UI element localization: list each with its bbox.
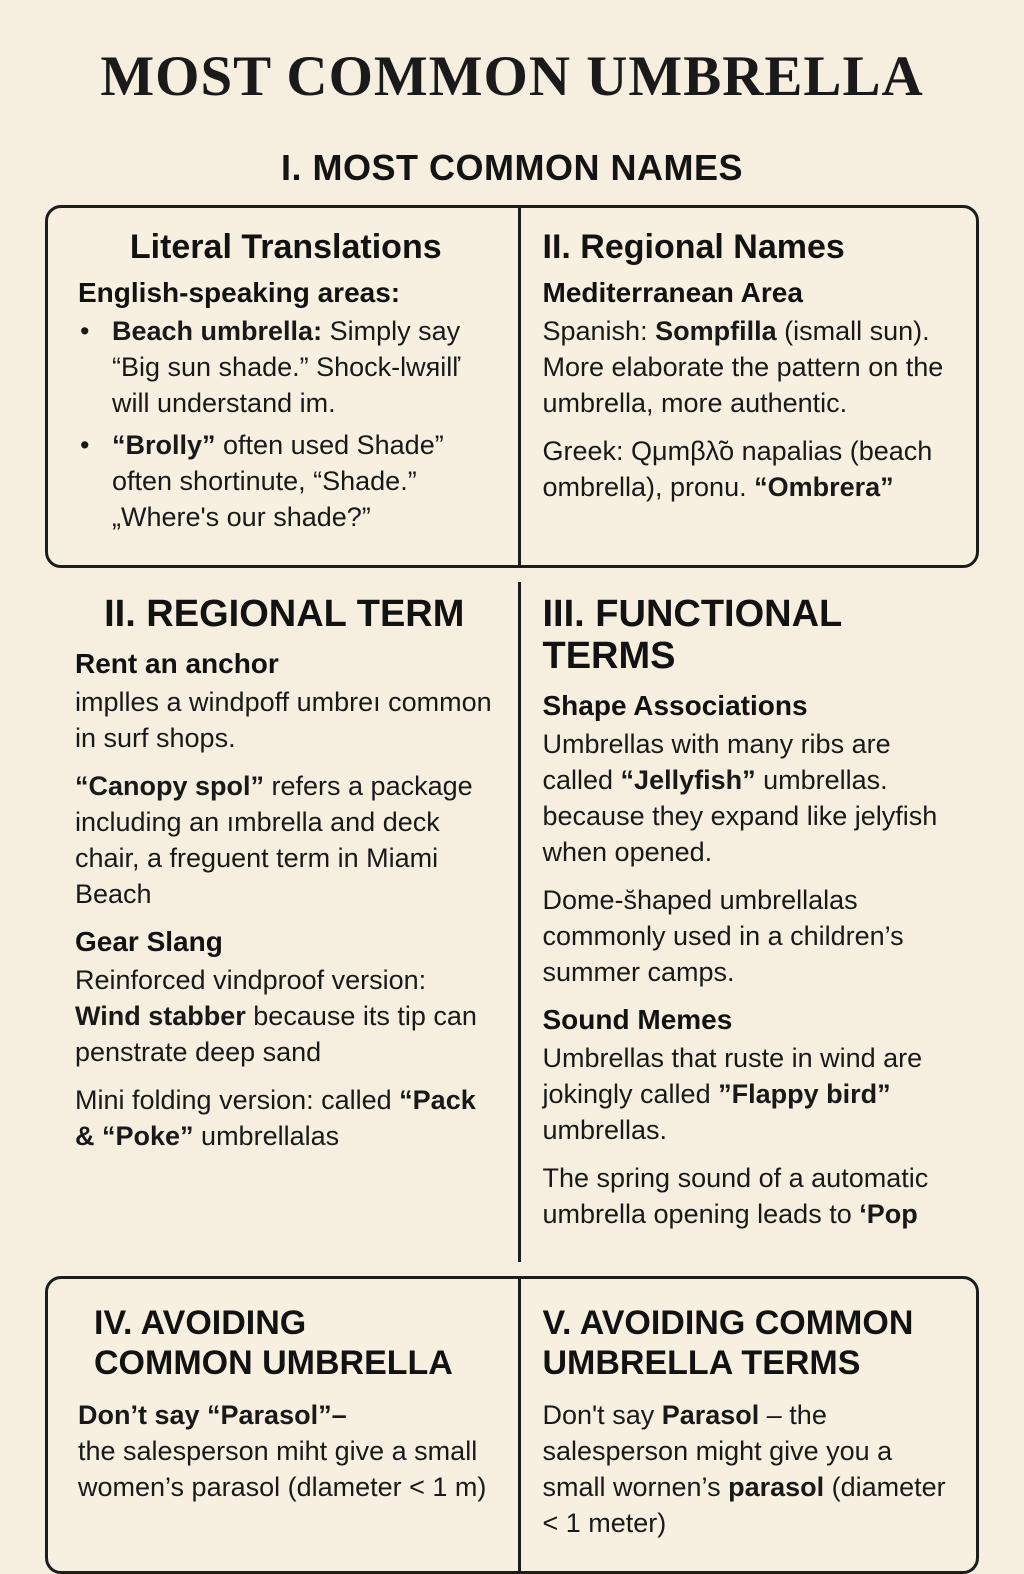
jellyfish-desc-post: umbrellas. because they expand like jelyfish when opened. — [542, 764, 938, 867]
term-wind-stabber: Wind stabber — [75, 1000, 246, 1031]
names-box — [45, 205, 979, 568]
regional-term-heading: II. REGIONAL TERM — [104, 593, 465, 636]
avoiding-right-heading-line2: UMBRELLA TERMS — [542, 1343, 861, 1382]
mini-folding-paragraph — [75, 1082, 494, 1154]
mini-desc-post: umbrellalas — [193, 1120, 340, 1151]
jellyfish-desc-pre: Umbrellas with many ribs are called — [542, 728, 891, 795]
literal-translations-heading: Literal Translations — [129, 228, 442, 266]
regional-names-heading: II. Regional Names — [542, 228, 845, 266]
wind-stabber-paragraph — [75, 962, 494, 1070]
greek-desc: Greek: Qμmβλ̃o napalias (beach ombrella), pronu. — [542, 436, 933, 503]
avoiding-left-heading — [78, 1303, 494, 1383]
sound-memes-subheading: Sound Memes — [542, 1003, 733, 1035]
avoiding-right-heading-line1: V. AVOIDING COMMON — [542, 1303, 914, 1342]
functional-terms-heading: III. FUNCTIONAL TERMS — [542, 593, 842, 677]
dont-say-pre: Don't say — [542, 1399, 662, 1430]
dont-say-post: (diameter < 1 meter) — [542, 1471, 946, 1538]
canopy-paragraph — [75, 768, 494, 912]
spanish-desc: (ismall sun). More elaborate the pattern on the umbrella, more authentic. — [542, 316, 944, 419]
greek-term-paragraph — [543, 433, 959, 505]
flappy-desc-post: umbrellas. — [542, 1114, 668, 1145]
pop-paragraph — [543, 1160, 962, 1232]
gear-desc-post: because its tip can penstrate deep sand — [75, 1000, 477, 1067]
mediterranean-subheading: Mediterranean Area — [542, 277, 803, 309]
flappy-desc-pre: Umbrellas that ruste in wind are jokingly called — [542, 1042, 923, 1109]
regional-names-column — [521, 208, 977, 565]
middle-section — [45, 582, 979, 1262]
term-pop: ‘Pop — [859, 1198, 918, 1229]
list-item — [78, 427, 494, 535]
rent-anchor-subheading: Rent an anchor — [75, 647, 279, 679]
dont-say-mid: – the salesperson might give you a small wornen’s — [542, 1399, 893, 1502]
avoiding-box — [45, 1276, 979, 1574]
avoiding-left-heading-line1: IV. AVOIDING — [94, 1303, 307, 1342]
section-1-title: I. MOST COMMON NAMES — [281, 147, 743, 188]
avoiding-right-heading — [543, 1303, 959, 1383]
term-ombrera: “Ombrera” — [754, 472, 894, 503]
dome-paragraph: Dome-s̆haped umbrellalas commonly used in a children’s summer camps. — [542, 884, 904, 987]
term-brolly-desc: often used Shade” often shortinute, “Shade.” „Where's our shade?” — [112, 430, 444, 533]
bullet-icon: • — [80, 316, 90, 347]
canopy-desc: refers a package including an ımbrella and deck chair, a freguent term in Miami Beach — [75, 770, 473, 909]
literal-translations-list — [78, 313, 494, 535]
mini-desc-pre: Mini folding version: called — [75, 1084, 400, 1115]
avoiding-left-heading-line2: COMMON UMBRELLA — [94, 1343, 453, 1382]
term-parasol: Parasol — [661, 1399, 760, 1430]
term-sompfilla: Sompfilla — [655, 316, 777, 347]
shape-associations-subheading: Shape Associations — [542, 689, 808, 721]
avoiding-left-column — [48, 1279, 518, 1571]
functional-terms-column — [521, 582, 980, 1262]
dont-say-parasol-desc: the salesperson miht give a small women’s parasol (dlameter < 1 m) — [78, 1435, 487, 1502]
term-beach-umbrella: Beach umbrella: — [112, 316, 323, 347]
list-item — [78, 313, 494, 421]
gear-slang-subheading: Gear Slang — [75, 925, 223, 957]
term-pack-poke: “Pack & “Poke” — [75, 1084, 476, 1151]
term-jellyfish: “Jellyfish” — [620, 764, 756, 795]
gear-desc-pre: Reinforced vindproof version: — [75, 964, 427, 995]
term-canopy-spol: “Canopy spol” — [75, 770, 265, 801]
dont-say-parasol-bold: Don’t say “Parasol”– — [78, 1399, 347, 1430]
pop-desc-pre: The spring sound of a automatic umbrella opening leads to — [542, 1162, 929, 1229]
term-flappy-bird: ”Flappy bird” — [718, 1078, 891, 1109]
jellyfish-paragraph — [543, 726, 962, 870]
flappy-bird-paragraph — [543, 1040, 962, 1148]
regional-term-column — [45, 582, 518, 1262]
page-title: MOST COMMON UMBRELLA — [100, 45, 924, 108]
spanish-term-paragraph — [543, 313, 959, 421]
bullet-icon: • — [80, 430, 90, 461]
avoiding-left-paragraph — [78, 1397, 494, 1505]
avoiding-right-paragraph — [543, 1397, 959, 1541]
english-areas-subheading: English-speaking areas: — [78, 277, 401, 309]
term-brolly: “Brolly” — [112, 430, 216, 461]
avoiding-right-column — [521, 1279, 977, 1571]
term-parasol-2: parasol — [728, 1471, 825, 1502]
term-beach-umbrella-desc: Simply say “Big sun shade.” Shock-lwяilľ will understand im. — [112, 316, 461, 419]
rent-anchor-paragraph: implles a windpoff umbreı common in surf shops. — [75, 686, 492, 753]
literal-translations-column — [48, 208, 518, 565]
spanish-label: Spanish: — [542, 316, 656, 347]
